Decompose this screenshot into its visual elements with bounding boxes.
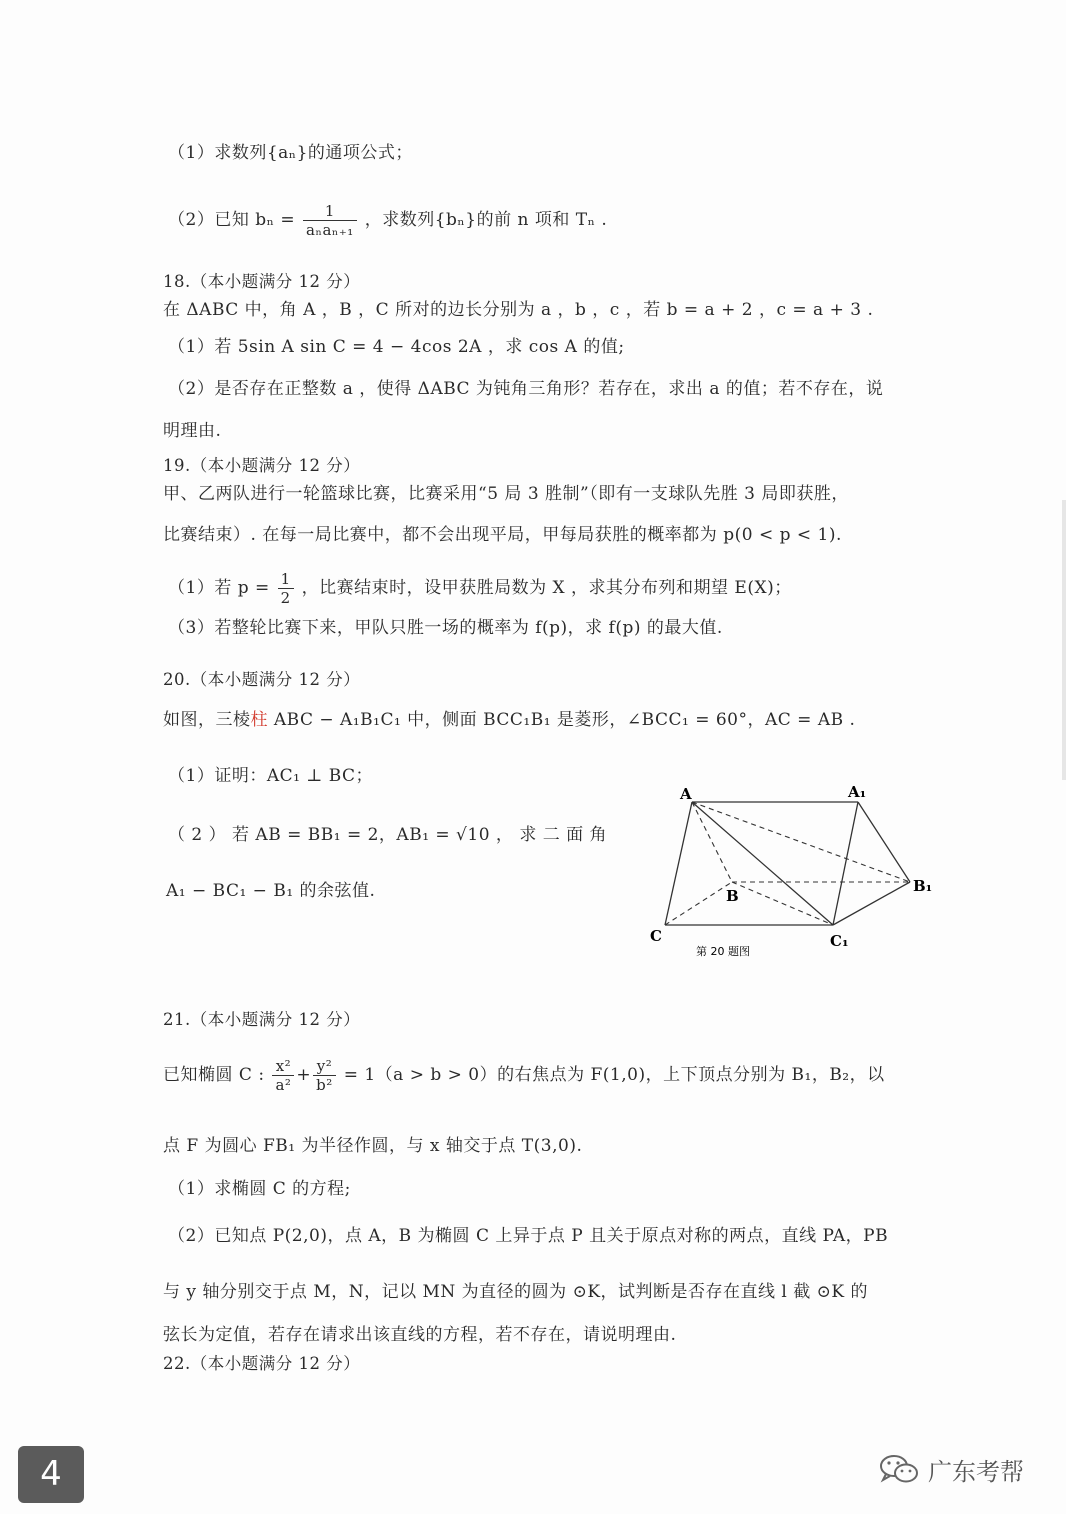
q17-part2-suffix: ，求数列{bₙ}的前 n 项和 Tₙ . — [364, 210, 608, 230]
label-a: A — [680, 785, 692, 803]
q20-heading: 20.（本小题满分 12 分） — [163, 670, 361, 689]
q17-fraction-numerator: 1 — [303, 202, 357, 221]
watermark-text: 广东考帮 — [928, 1457, 1024, 1486]
q17-part2 — [168, 198, 607, 242]
q21-fraction-x — [272, 1057, 294, 1094]
q21-fraction-x-denominator: a² — [275, 1076, 292, 1094]
scrollbar-track[interactable] — [1062, 500, 1066, 780]
q20-part2-line2: A₁ − BC₁ − B₁ 的余弦值. — [166, 881, 376, 901]
wechat-icon — [876, 1452, 922, 1486]
q21-fraction-y-numerator: y² — [313, 1057, 336, 1076]
label-b1: B₁ — [913, 877, 933, 895]
q19-part3: （3）若整轮比赛下来，甲队只胜一场的概率为 f(p)，求 f(p) 的最大值. — [168, 618, 723, 638]
q19-fraction-denominator: 2 — [280, 589, 291, 607]
q20-part2-line1: （ 2 ） 若 AB = BB₁ = 2，AB₁ = √10 ， 求 二 面 角 — [168, 825, 608, 845]
q22-heading: 22.（本小题满分 12 分） — [163, 1354, 361, 1373]
q20-part1: （1）证明：AC₁ ⊥ BC； — [168, 766, 374, 786]
q21-plus: + — [296, 1065, 312, 1085]
q19-heading: 19.（本小题满分 12 分） — [163, 456, 361, 475]
edge-b-c1 — [732, 882, 833, 925]
q17-part1: （1）求数列{aₙ}的通项公式； — [168, 143, 413, 163]
prism-figure — [640, 770, 940, 965]
q20-stem-b: ABC − A₁B₁C₁ 中，侧面 BCC₁B₁ 是菱形，∠BCC₁ = 60°，AC = AB . — [268, 710, 856, 730]
q17-part2-prefix: （2）已知 bₙ = — [168, 210, 296, 230]
edge-c-b — [665, 882, 732, 925]
label-c1: C₁ — [830, 932, 849, 950]
q18-part2-line2: 明理由. — [163, 421, 222, 441]
edge-c1-b1 — [833, 882, 910, 925]
q21-part2-line3: 弦长为定值，若存在请求出该直线的方程，若不存在，请说明理由. — [163, 1325, 677, 1345]
page-number-badge: 4 — [18, 1446, 84, 1503]
edge-a-b1 — [692, 802, 910, 882]
q19-fraction — [278, 570, 294, 607]
q21-part2-line2: 与 y 轴分别交于点 M，N，记以 MN 为直径的圆为 ⊙K，试判断是否存在直线 l 截 ⊙K 的 — [163, 1282, 869, 1302]
q19-part1-suffix: ，比赛结束时，设甲获胜局数为 X ，求其分布列和期望 E(X)； — [301, 578, 792, 598]
edge-a-c1 — [692, 802, 833, 925]
q21-stem-suffix: = 1（a > b > 0）的右焦点为 F(1,0)，上下顶点分别为 B₁，B₂，以 — [343, 1065, 885, 1085]
q18-part1: （1）若 5sin A sin C = 4 − 4cos 2A ，求 cos A 的值; — [168, 337, 625, 357]
q18-stem: 在 ΔABC 中，角 A ，B ，C 所对的边长分别为 a ，b ，c ，若 b = a + 2 ，c = a + 3 . — [163, 300, 874, 320]
q18-heading: 18.（本小题满分 12 分） — [163, 272, 361, 291]
q18-part2-line1: （2）是否存在正整数 a ，使得 ΔABC 为钝角三角形？若存在，求出 a 的值；若不存在，说 — [168, 379, 884, 399]
edge-a1-c1 — [833, 802, 858, 925]
q20-stem-a: 如图，三棱 — [163, 710, 251, 730]
q21-stem — [163, 1052, 885, 1098]
q21-heading: 21.（本小题满分 12 分） — [163, 1010, 361, 1029]
q21-fraction-y-denominator: b² — [316, 1076, 333, 1094]
q20-stem — [163, 708, 855, 732]
watermark — [876, 1452, 1024, 1486]
q19-part1 — [168, 566, 792, 610]
q19-part1-prefix: （1）若 p = — [168, 578, 270, 598]
q21-fraction-x-numerator: x² — [272, 1057, 294, 1076]
q21-part2-line1: （2）已知点 P(2,0)，点 A，B 为椭圆 C 上异于点 P 且关于原点对称的两点，直线 PA，PB — [168, 1226, 889, 1246]
prism-diagram — [640, 770, 940, 965]
edge-a-c — [665, 802, 692, 925]
label-b: B — [726, 887, 739, 905]
q21-part1: （1）求椭圆 C 的方程; — [168, 1179, 351, 1199]
label-a1: A₁ — [848, 783, 867, 801]
q21-fraction-y — [313, 1057, 336, 1094]
q19-stem-line1: 甲、乙两队进行一轮篮球比赛，比赛采用“5 局 3 胜制”（即有一支球队先胜 3 局即获胜， — [163, 484, 849, 504]
label-c: C — [650, 927, 662, 945]
q19-stem-line2: 比赛结束）. 在每一局比赛中，都不会出现平局，甲每局获胜的概率都为 p(0 < p < 1). — [163, 525, 842, 545]
q17-fraction — [303, 202, 357, 239]
q21-stem-line2: 点 F 为圆心 FB₁ 为半径作圆，与 x 轴交于点 T(3,0). — [163, 1136, 583, 1156]
q17-fraction-denominator: aₙaₙ₊₁ — [306, 221, 354, 239]
q21-stem-prefix: 已知椭圆 C : — [163, 1065, 265, 1085]
q19-fraction-numerator: 1 — [278, 570, 294, 589]
figure-caption: 第 20 题图 — [696, 945, 750, 958]
q20-stem-highlight: 柱 — [250, 710, 268, 730]
edge-a1-b1 — [858, 802, 910, 882]
